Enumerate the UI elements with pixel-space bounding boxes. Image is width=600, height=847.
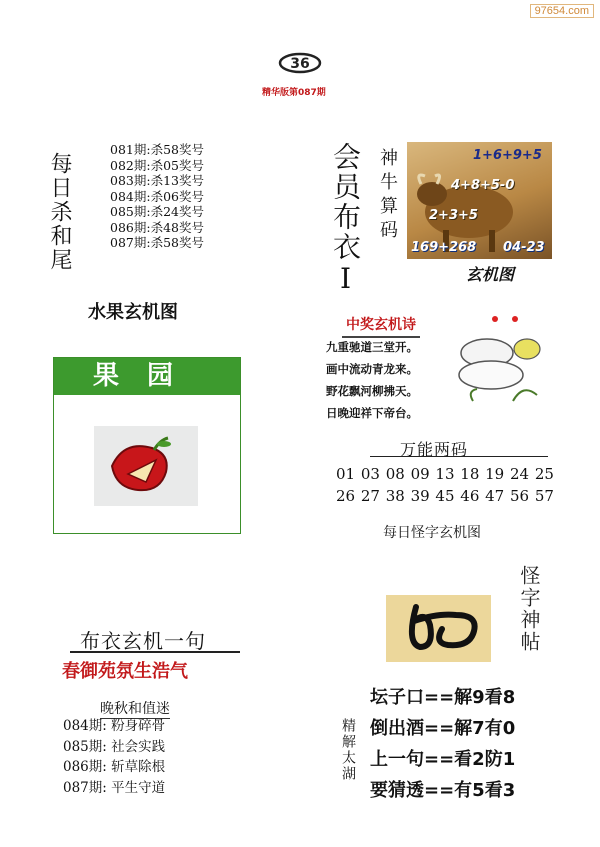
list-item: 084期: 粉身碎骨 [63,718,166,734]
poem-line: 野花飘河柳拂天。 [326,384,418,398]
clue-item: 要猜透==有5看3 [370,780,516,801]
clue-item: 倒出酒==解7有0 [370,718,516,739]
daily-kill-title: 每日杀和尾 [47,152,72,272]
clues-list [370,682,515,806]
divider [70,651,240,653]
bird-basket-illustration [453,305,553,411]
clue-item: 上一句==看2防1 [370,749,516,770]
list-item: 086期:杀48奖号 [110,219,204,235]
site-watermark: 97654.com [530,4,594,18]
divider [370,456,548,457]
buyi-title: 布衣玄机一句 [80,629,206,653]
list-item: 084期:杀06奖号 [110,188,204,204]
bull-title: 神牛算码 [377,148,398,244]
list-item: 085期:杀24奖号 [110,204,204,219]
poem-lines [326,336,418,424]
list-item: 086期: 斩草除根 [63,759,166,775]
apple-icon [94,426,198,506]
weird-char-title: 每日怪字玄机图 [383,525,481,541]
poem-line: 日晚迎祥下帝台。 [326,406,418,420]
two-codes-title: 万能两码 [400,440,469,459]
list-item: 081期:杀58奖号 [110,142,204,157]
bull-formula: 04-23 [503,240,545,255]
bull-caption: 玄机图 [466,265,515,284]
weird-char-image [386,565,556,662]
weird-char-text: 怪字神帖 [517,565,541,653]
list-item: 083期:杀13奖号 [110,173,204,188]
clue-item: 坛子口==解9看8 [370,687,516,708]
buyi-subtitle: 晚秋和值迷 [100,698,170,719]
bull-formula: 4+8+5-0 [451,178,515,193]
logo-text: 36 [290,56,310,72]
fruit-title: 水果玄机图 [88,302,178,323]
issue-label: 精华版第087期 [262,88,326,98]
daily-kill-list [110,142,204,251]
list-item: 087期:杀58奖号 [110,235,204,250]
fruit-banner: 果园 [54,358,240,395]
fruit-image [94,426,198,506]
list-item: 087期: 平生守道 [63,779,166,796]
poem-title: 中奖玄机诗 [342,314,420,338]
list-item: 085期: 社会实践 [63,738,166,755]
fruit-panel [53,357,241,534]
member-title: 会员布衣Ⅰ [329,142,362,297]
bull-formula: 169+268 [411,240,477,255]
list-item: 082期:杀05奖号 [110,157,204,173]
poem-line: 九重驰道三堂开。 [326,340,418,354]
bull-formula: 2+3+5 [429,208,478,223]
logo-emblem [278,52,322,74]
two-codes-numbers: 01 03 08 09 13 18 19 24 25 26 27 38 39 45 46 47 56 57 [336,465,554,505]
bull-image [407,142,552,259]
bull-formula: 1+6+9+5 [473,148,542,163]
weird-char-glyph [386,595,491,662]
poem-line: 画中流动青龙来。 [326,362,418,376]
buyi-verse: 春御苑氛生浩气 [62,661,188,682]
buyi-list [63,716,165,798]
jingjie-title: 精解太湖 [340,718,356,782]
